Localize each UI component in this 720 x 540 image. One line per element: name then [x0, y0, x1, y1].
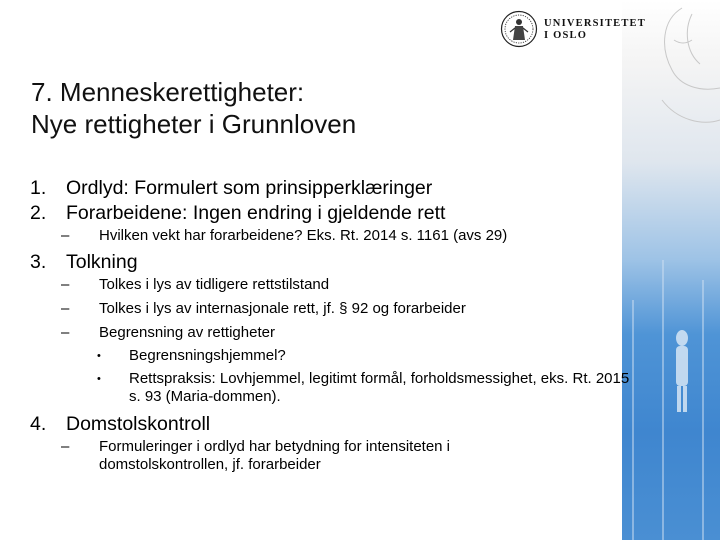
list-number: 1. — [30, 177, 47, 199]
sub-item-text: Formuleringer i ordlyd har betydning for intensiteten i domstolskontrollen, jf. forarbeider — [99, 438, 451, 473]
list-number: 2. — [30, 202, 47, 224]
list-item — [30, 412, 630, 436]
dash-marker: – — [61, 276, 70, 293]
slide-content — [30, 176, 630, 474]
bullet-marker: • — [97, 373, 101, 385]
university-seal-icon — [500, 10, 538, 48]
list-item-text: Domstolskontroll — [66, 413, 211, 435]
sub-sub-item-text: Rettspraksis: Lovhjemmel, legitimt formål, forholdsmessighet, eks. Rt. 2015 s. 93 (Maria-dommen). — [129, 370, 630, 405]
dash-marker: – — [61, 227, 70, 244]
list-number: 3. — [30, 251, 47, 273]
sub-item — [30, 300, 630, 318]
sub-item-text: Begrensning av rettigheter — [99, 324, 275, 341]
dash-marker: – — [61, 300, 70, 317]
university-logo[interactable] — [500, 10, 646, 50]
list-item-text: Tolkning — [66, 251, 138, 273]
sub-sub-item — [30, 347, 630, 365]
list-item — [30, 201, 630, 225]
list-item — [30, 250, 630, 274]
dash-marker: – — [61, 324, 70, 341]
sub-sub-item-text: Begrensningshjemmel? — [129, 347, 286, 364]
list-number: 4. — [30, 413, 47, 435]
list-item-text: Ordlyd: Formulert som prinsipperklæringer — [66, 177, 433, 199]
title-line-2: Nye rettigheter i Grunnloven — [31, 109, 357, 139]
slide-title — [31, 76, 591, 140]
title-line-1: 7. Menneskerettigheter: — [31, 77, 305, 107]
sub-item-text: Tolkes i lys av tidligere rettstilstand — [99, 276, 330, 293]
decorative-sculpture-strip — [622, 0, 720, 540]
sub-item — [30, 276, 630, 294]
dash-marker: – — [61, 438, 70, 455]
sculpture-figures-icon — [622, 0, 720, 540]
list-item — [30, 176, 630, 200]
university-name: UNIVERSITETET I OSLO — [544, 18, 646, 41]
sub-item — [30, 227, 630, 245]
list-item-text: Forarbeidene: Ingen endring i gjeldende rett — [66, 202, 446, 224]
sub-item — [30, 324, 630, 342]
sub-item — [30, 438, 630, 474]
sub-item-text: Hvilken vekt har forarbeidene? Eks. Rt. 2014 s. 1161 (avs 29) — [99, 227, 508, 244]
bullet-marker: • — [97, 350, 101, 362]
sub-sub-item — [30, 370, 630, 406]
sub-item-text: Tolkes i lys av internasjonale rett, jf. § 92 og forarbeider — [99, 300, 466, 317]
